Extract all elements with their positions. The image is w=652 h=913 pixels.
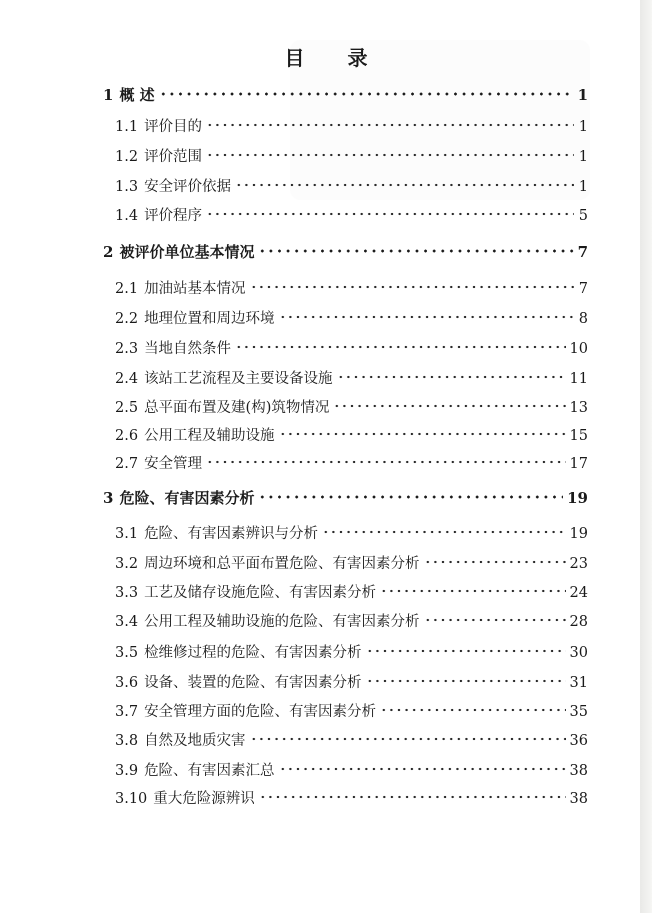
toc-entry-number: 2.7: [115, 456, 139, 472]
toc-entry-number: 2.6: [115, 428, 139, 444]
toc-entry-number: 3.1: [115, 526, 139, 542]
toc-section-entry: [115, 553, 588, 575]
toc-section-entry: [115, 730, 588, 752]
toc-section-entry: [115, 278, 588, 300]
dot-leader: [235, 344, 565, 350]
dot-leader: [206, 459, 565, 465]
toc-section-entry: [115, 146, 588, 168]
toc-entry-number: 1.3: [115, 179, 139, 195]
dot-leader: [259, 794, 566, 800]
dot-leader: [206, 211, 574, 217]
toc-entry-label: 安全管理: [144, 456, 203, 472]
toc-entry-number: 2.2: [115, 311, 139, 327]
toc-page-number: 1: [578, 149, 588, 165]
toc-page-number: 23: [569, 556, 588, 572]
toc-entry-label: 公用工程及辅助设施: [144, 428, 275, 444]
toc-section-entry: [115, 453, 588, 475]
toc-entry-number: 2.3: [115, 341, 139, 357]
dot-leader: [159, 91, 574, 97]
toc-page-number: 38: [569, 791, 588, 807]
toc-entry-label: 概 述: [119, 86, 155, 104]
toc-page-number: 8: [578, 311, 588, 327]
dot-leader: [206, 122, 574, 128]
toc-entry-number: 1.1: [115, 119, 139, 135]
toc-entry-label: 危险、有害因素分析: [119, 489, 255, 507]
dot-leader: [250, 284, 574, 290]
toc-page-number: 30: [569, 645, 588, 661]
toc-page-number: 36: [569, 733, 588, 749]
toc-page-number: 1: [578, 119, 588, 135]
toc-entry-label: 总平面布置及建(构)筑物情况: [144, 400, 330, 416]
toc-section-entry: [115, 523, 588, 545]
toc-entry-number: 3.3: [115, 585, 139, 601]
toc-entry-number: 1.4: [115, 208, 139, 224]
toc-entry-label: 工艺及储存设施危险、有害因素分析: [144, 585, 377, 601]
toc-entry-label: 评价目的: [144, 119, 203, 135]
toc-entry-number: 3.10: [115, 791, 148, 807]
toc-entry-number: 3.4: [115, 614, 139, 630]
toc-entry-label: 评价程序: [144, 208, 203, 224]
toc-section-entry: [115, 760, 588, 782]
toc-page-number: 24: [569, 585, 588, 601]
toc-page-number: 31: [569, 675, 588, 691]
toc-section-entry: [115, 205, 588, 227]
toc-entry-label: 加油站基本情况: [144, 281, 246, 297]
toc-page-number: 7: [578, 281, 588, 297]
page-edge: [640, 0, 652, 913]
toc-section-entry: [115, 425, 588, 447]
toc-entry-label: 检维修过程的危险、有害因素分析: [144, 645, 362, 661]
dot-leader: [424, 559, 566, 565]
dot-leader: [322, 529, 565, 535]
toc-entry-number: 2.4: [115, 371, 139, 387]
dot-leader: [333, 403, 565, 409]
toc-entry-number: 3: [103, 489, 114, 507]
toc-entry-number: 1: [103, 86, 114, 104]
toc-page-number: 15: [569, 428, 588, 444]
dot-leader: [279, 766, 566, 772]
dot-leader: [258, 494, 563, 500]
toc-chapter-entry: [103, 241, 588, 263]
toc-section-entry: [115, 672, 588, 694]
toc-entry-label: 当地自然条件: [144, 341, 232, 357]
toc-section-entry: [115, 176, 588, 198]
dot-leader: [206, 152, 574, 158]
toc-page-number: 5: [578, 208, 588, 224]
toc-page-number: 28: [569, 614, 588, 630]
toc-entry-number: 2.5: [115, 400, 139, 416]
dot-leader: [258, 248, 573, 254]
toc-chapter-entry: [103, 84, 588, 106]
toc-section-entry: [115, 611, 588, 633]
toc-page-number: 7: [577, 243, 588, 261]
toc-section-entry: [115, 788, 588, 810]
toc-entry-label: 被评价单位基本情况: [119, 243, 255, 261]
toc-page-number: 10: [569, 341, 588, 357]
toc-entry-label: 重大危险源辨识: [153, 791, 255, 807]
toc-entry-label: 公用工程及辅助设施的危险、有害因素分析: [144, 614, 420, 630]
toc-entry-label: 地理位置和周边环境: [144, 311, 275, 327]
toc-entry-number: 3.2: [115, 556, 139, 572]
toc-page-number: 35: [569, 704, 588, 720]
toc-section-entry: [115, 642, 588, 664]
toc-page-number: 17: [569, 456, 588, 472]
toc-page-number: 11: [569, 371, 588, 387]
toc-entry-number: 3.7: [115, 704, 139, 720]
toc-entry-label: 安全管理方面的危险、有害因素分析: [144, 704, 377, 720]
toc-entry-number: 2.1: [115, 281, 139, 297]
dot-leader: [337, 374, 566, 380]
toc-entry-label: 周边环境和总平面布置危险、有害因素分析: [144, 556, 420, 572]
toc-entry-number: 3.9: [115, 763, 139, 779]
dot-leader: [235, 182, 574, 188]
dot-leader: [279, 431, 566, 437]
toc-page-number: 19: [569, 526, 588, 542]
toc-entry-number: 3.8: [115, 733, 139, 749]
dot-leader: [250, 736, 566, 742]
toc-entry-label: 评价范围: [144, 149, 203, 165]
toc-entry-number: 1.2: [115, 149, 139, 165]
dot-leader: [380, 707, 565, 713]
toc-entry-number: 2: [103, 243, 114, 261]
dot-leader: [424, 617, 566, 623]
toc-entry-label: 危险、有害因素辨识与分析: [144, 526, 319, 542]
toc-entry-label: 设备、装置的危险、有害因素分析: [144, 675, 362, 691]
toc-section-entry: [115, 308, 588, 330]
dot-leader: [279, 314, 574, 320]
dot-leader: [366, 678, 566, 684]
toc-section-entry: [115, 701, 588, 723]
toc-entry-number: 3.5: [115, 645, 139, 661]
toc-entry-label: 该站工艺流程及主要设备设施: [144, 371, 333, 387]
dot-leader: [366, 648, 566, 654]
toc-chapter-entry: [103, 487, 588, 509]
toc-page-number: 19: [567, 489, 588, 507]
toc-section-entry: [115, 582, 588, 604]
dot-leader: [380, 588, 565, 594]
toc-page-number: 13: [569, 400, 588, 416]
toc-page-number: 1: [578, 179, 588, 195]
toc-section-entry: [115, 368, 588, 390]
toc-entry-label: 安全评价依据: [144, 179, 232, 195]
toc-entry-label: 自然及地质灾害: [144, 733, 246, 749]
toc-page-number: 38: [569, 763, 588, 779]
toc-page-number: 1: [577, 86, 588, 104]
page-title: 目 录: [284, 46, 386, 70]
toc-section-entry: [115, 397, 588, 419]
toc-entry-label: 危险、有害因素汇总: [144, 763, 275, 779]
toc-section-entry: [115, 116, 588, 138]
toc-section-entry: [115, 338, 588, 360]
toc-entry-number: 3.6: [115, 675, 139, 691]
